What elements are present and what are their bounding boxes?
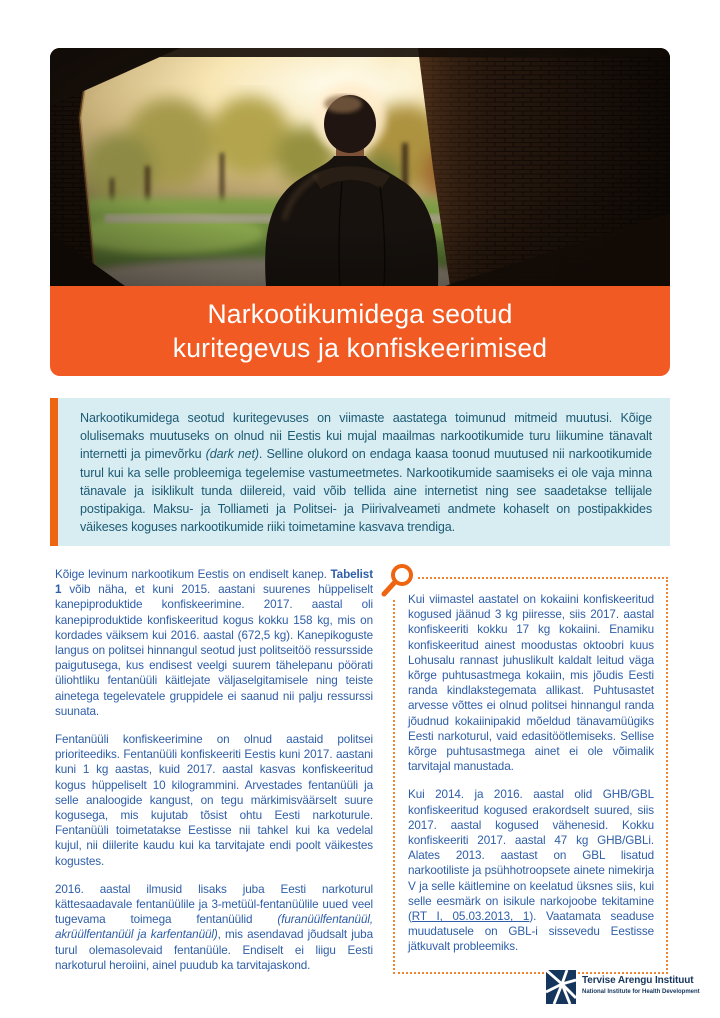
text-run: Tabelist 1: [55, 568, 373, 597]
text-run: (dark net): [205, 447, 259, 462]
paragraph: [55, 732, 373, 869]
left-column: [55, 567, 373, 986]
text-run: (furanüülfentanüül, akrüülfentanüül ja karfentanüül): [55, 913, 373, 942]
org-name: Tervise Arengu Instituut: [582, 975, 694, 986]
magnifier-icon: [378, 562, 418, 602]
hero-image: [50, 48, 670, 286]
hero-card: [50, 48, 670, 376]
text-run: Narkootikumidega seotud kuritegevuses on viimaste aastatega toimunud mitmeid muutusi. Kõige olulisemaks muutuseks on olnud nii Eestis kui mujal maailmas narkootikumide turu liikumine tänavalt internetti ja pimevõrku: [80, 411, 652, 462]
text-run: Kui 2014. ja 2016. aastal olid GHB/GBL konfiskeeritud kogused erakordselt suured, siis 2017. aastal kogused vähenesid. Kokku konfiskeeriti 2017. aastal 47 kg GHB/GBLi. Alates 2013. aastast on GBL lisatud narkootiliste ja psühhotroopsete ainete nimekirja V ja selle käitlemine on keelatud üksnes siis, kui selle eesmärk on isikule narkojoobe tekitamine (: [408, 788, 654, 924]
page-title-line-2: kuritegevus ja konfiskeerimised: [172, 333, 548, 363]
text-run: võib näha, et kuni 2015. aastani suurenes hüppeliselt kanepiproduktide konfiskeerimine. 2017. aastal oli kanepiproduktide konfiskeeritud kogus kokku 158 kg, mis on kordades väiksem kui 2016. aastal (672,5 kg). Kanepikoguste langus on politsei hinnangul seotud just politseitöö ressursside paigutusega, kus endisest veelgi suurem tähelepanu pöörati üliohtliku fentanüüli käitlejate väljaselgitamisele ning teiste ainetega tegelevatele gruppidele ei saanud nii palju ressurssi suunata.: [55, 583, 373, 718]
intro-box: [50, 398, 670, 546]
footer-logo: [546, 970, 700, 1004]
paragraph: [408, 787, 654, 954]
text-run: , mis asendavad jõudsalt juba turul olemasolevaid fentanüüle. Endiselt ei liigu Eesti narkoturul heroiini, ainel puudub ka tarvitajaskond.: [55, 928, 373, 972]
highlight-box: [393, 577, 668, 974]
tai-logo-icon: [546, 970, 576, 1004]
paragraph: [55, 567, 373, 719]
highlight-box-content: [408, 592, 654, 955]
intro-text: [80, 409, 652, 536]
reference-link[interactable]: RT I, 05.03.2013, 1: [411, 910, 530, 924]
text-run: 2016. aastal ilmusid lisaks juba Eesti narkoturul kättesaadavale fentanüülile ja 3-metüül-fentanüülile uued veel tugevama toimega fentanüülid: [55, 882, 373, 927]
org-name-en: National Institute for Health Development: [582, 989, 700, 995]
paragraph: [408, 592, 654, 774]
title-banner: [50, 286, 670, 376]
text-run: Kõige levinum narkootikum Eestis on endiselt kanep.: [55, 568, 331, 581]
text-run: ). Vaatamata seaduse muudatusele on GBL-i sissevedu Eestisse jätkuvalt probleemiks.: [408, 910, 654, 954]
paragraph: [55, 882, 373, 973]
text-run: Kui viimastel aastatel on kokaiini konfiskeeritud kogused jäänud 3 kg piiresse, siis 2017. aastal konfiskeeriti kokku 17 kg kokaiini. Enamiku konfiskeeritud ainest moodustas oktoobri kuus Lohusalu rannast juhuslikult kaldalt leitud väga kõrge puhtusastmega kokaiin, mis jõudis Eesti randa kindlakstegemata allikast. Puhtusastet arvesse võttes ei olnud politsei hinnangul randa jõudnud kokaiinipakid mõeldud tänavamüügiks Eesti narkoturul, vaid edasitöötlemiseks. Sellise kõrge puhtusastmega ainet ei ole võimalik tarvitajal manustada.: [408, 593, 654, 774]
text-run: Fentanüüli konfiskeerimine on olnud aastaid politsei prioriteediks. Fentanüüli konfiskeeriti Eestis kuni 2017. aastani kuni 1 kg aastas, kuid 2017. aastal kasvas konfiskeeritud kogus hüppeliselt 10 kilogrammini. Arvestades fentanüüli ja selle analoogide kangust, on tegu märkimisväärselt suure kogusega, mis kujutab tõsist ohtu Eesti narkoturule. Fentanüüli toimetatakse Eestisse nii tahkel kui ka vedelal kujul, nii diilerite kaudu kui ka tarvitajate endi poolt väikestes kogustes.: [55, 733, 373, 868]
text-run: . Selline olukord on endaga kaasa toonud muutused nii narkootikumide turul kui ka selle probleemiga tegelemise vastumeetmetes. Narkootikumide saamiseks ei ole vaja minna tänavale ja isiklikult tunda diilereid, vaid võib tellida aine internetist ning see saadetakse tellijale postipakiga. Maksu- ja Tolliameti ja Politsei- ja Piirivalveameti andmete kohaselt on postipakkides väikeses koguses narkootikumide riiki toimetamine kasvava trendiga.: [80, 447, 652, 535]
page-title-line-1: Narkootikumidega seotud: [207, 299, 513, 329]
